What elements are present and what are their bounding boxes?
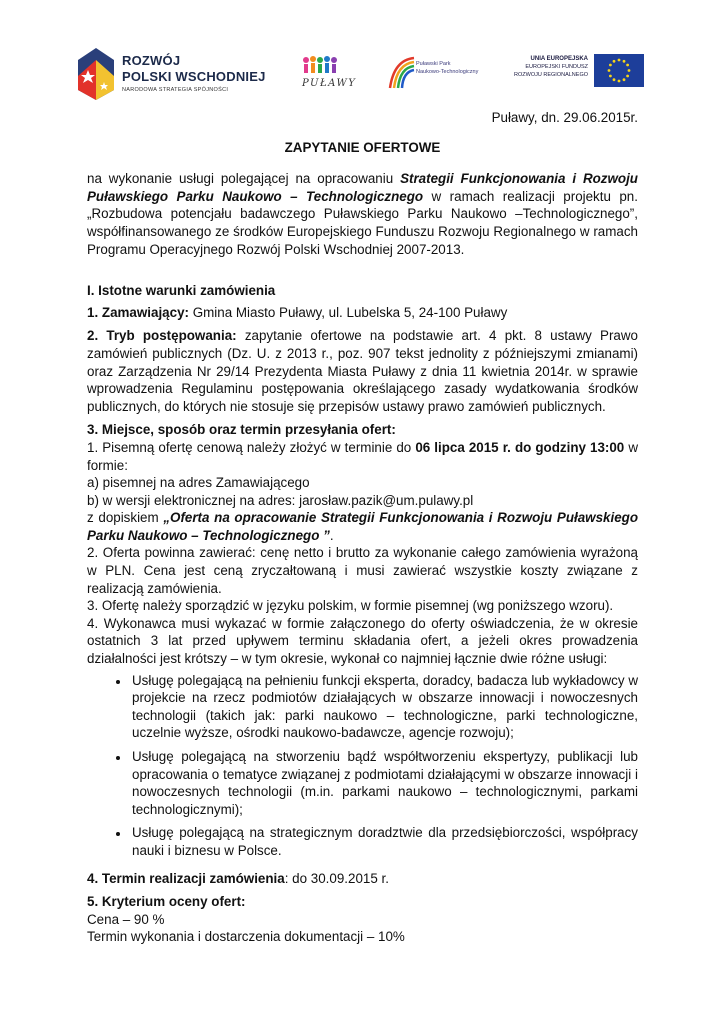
item1 [87,304,638,322]
item1-label: 1. Zamawiający: [87,304,189,320]
eu-line2: EUROPEJSKI FUNDUSZ [525,64,588,70]
eu-flag-icon [594,54,644,87]
item2 [87,327,638,415]
list-item: • Usługę polegającą na stworzeniu bądź współtworzeniu ekspertyzy, publikacji lub opracowania o tematyce związanej z podmiotami działającymi w obszarze innowacji i nowoczesnych technologii (m.in. parkami naukowo – technologicznymi, parkami technologicznymi); [130,748,638,818]
item5-title: 5. Kryterium oceny ofert: [87,894,246,910]
pulawy-figures-icon [302,54,356,74]
intro-subject: Strategii Funkcjonowania i Rozwoju Puławskiego Parku Naukowo – Technologicznego [87,171,638,204]
item5-line2: Termin wykonania i dostarczenia dokumentacji – 10% [87,929,405,945]
rpw-emblem-icon [76,46,116,102]
eu-line1: UNIA EUROPEJSKA [530,56,588,62]
rpw-line1: ROZWÓJ [122,53,181,68]
eu-line3: ROZWOJU REGIONALNEGO [514,72,588,78]
list-item: • Usługę polegającą na strategicznym doradztwie dla przedsiębiorczości, współpracy nauki i biznesu w Polsce. [130,824,638,859]
header-logos [0,44,725,106]
item3-annotation-pre: z dopiskiem [87,510,164,526]
item5-line1: Cena – 90 % [87,911,165,927]
rpw-line2: POLSKI WSCHODNIEJ [122,69,266,84]
pulawy-logo-text: PUŁAWY [302,78,357,89]
item3-3: 3. Ofertę należy sporządzić w języku polskim, w formie pisemnej (wg poniższego wzoru). [87,598,614,614]
intro-pre: na wykonanie usługi polegającej na opracowaniu [87,171,401,187]
services-list [87,672,638,860]
item3-1 [87,439,638,474]
rpw-line3: NARODOWA STRATEGIA SPÓJNOŚCI [122,87,229,93]
item3-annotation-post: . [329,527,334,543]
intro-paragraph [87,170,638,258]
item3-b: b) w wersji elektronicznej na adres: jarosław.pazik@um.pulawy.pl [87,492,474,508]
section1-title: I. Istotne warunki zamówienia [87,283,276,299]
item3-annotation-title: „Oferta na opracowanie Strategii Funkcjonowania i Rozwoju Puławskiego Parku Naukowo – Technologicznego ” [87,510,638,543]
document-title: ZAPYTANIE OFERTOWE [284,139,441,155]
eu-text [508,55,588,79]
item3-1-post: w formie: [87,439,638,473]
intro-post: w ramach realizacji projektu pn. „Rozbudowa potencjału badawczego Puławskiego Parku Naukowo –Technologicznego”, współfinansowanego ze środków Europejskiego Funduszu Rozwoju Regionalnego w ramach Programu Operacyjnego Rozwój Polski Wschodniej 2007-2013. [87,188,638,257]
logo-eu [508,54,646,92]
item1-text: Gmina Miasto Puławy, ul. Lubelska 5, 24-100 Puławy [188,304,508,320]
place-date: Puławy, dn. 29.06.2015r. [491,110,638,125]
item3-1-deadline: 06 lipca 2015 r. do godziny 13:00 [415,439,625,455]
logo-rozwoj-polski-wschodniej [76,44,276,104]
item3-title: 3. Miejsce, sposób oraz termin przesyłania ofert: [87,422,396,438]
item3-a: a) pisemnej na adres Zamawiającego [87,475,310,491]
item4 [87,870,638,888]
ppnt-line1: Puławski Park [416,61,451,67]
item3-4: 4. Wykonawca musi wykazać w formie załączonego do oferty oświadczenia, że w okresie ostatnich 3 lat przed upływem terminu składania ofert, a jeżeli okres prowadzenia działalności jest krótszy – w tym okresie, wykonał co najmniej łącznie dwie różne usługi: [87,615,638,667]
item3-annotation [87,509,638,544]
list-item: • Usługę polegającą na pełnieniu funkcji eksperta, doradcy, badacza lub wykładowcy w projekcie na rzecz podmiotów działających w obszarze innowacji i nowoczesnych technologii (takich jak: parki naukowo – technologiczne, parki technologiczne, uczelnie wyższe, ośrodki naukowo-badawcze, agencje rozwoju); [130,672,638,742]
logo-pulawy [296,48,362,100]
item3-1-pre: 1. Pisemną ofertę cenową należy złożyć w terminie do [87,439,416,455]
item2-label: 2. Tryb postępowania: [87,328,237,344]
item4-text: : do 30.09.2015 r. [284,870,389,886]
item3-2: 2. Oferta powinna zawierać: cenę netto i brutto za wykonanie całego zamówienia wyrażoną w PLN. Cena jest ceną zryczałtowaną i musi zawierać wszystkie koszty związane z realizacją zamówienia. [87,545,638,596]
logo-ppnt [386,52,496,92]
ppnt-arc-icon [386,52,416,92]
document-body [87,109,638,946]
item2-text: zapytanie ofertowe na podstawie art. 4 pkt. 8 ustawy Prawo zamówień publicznych (Dz. U. z 2013 r., poz. 907 tekst jednolity z późniejszymi zmianami) oraz Zarządzenia Nr 29/14 Prezydenta Miasta Puławy z dnia 11 kwietnia 2014r. w sprawie wprowadzenia Regulaminu postępowania określającego zasady wydatkowania środków publicznych, do których nie stosuje się przepisów ustawy prawo zamówień publicznych. [87,328,638,414]
ppnt-line2: Naukowo-Technologiczny [416,69,479,75]
item4-label: 4. Termin realizacji zamówienia [87,870,285,886]
